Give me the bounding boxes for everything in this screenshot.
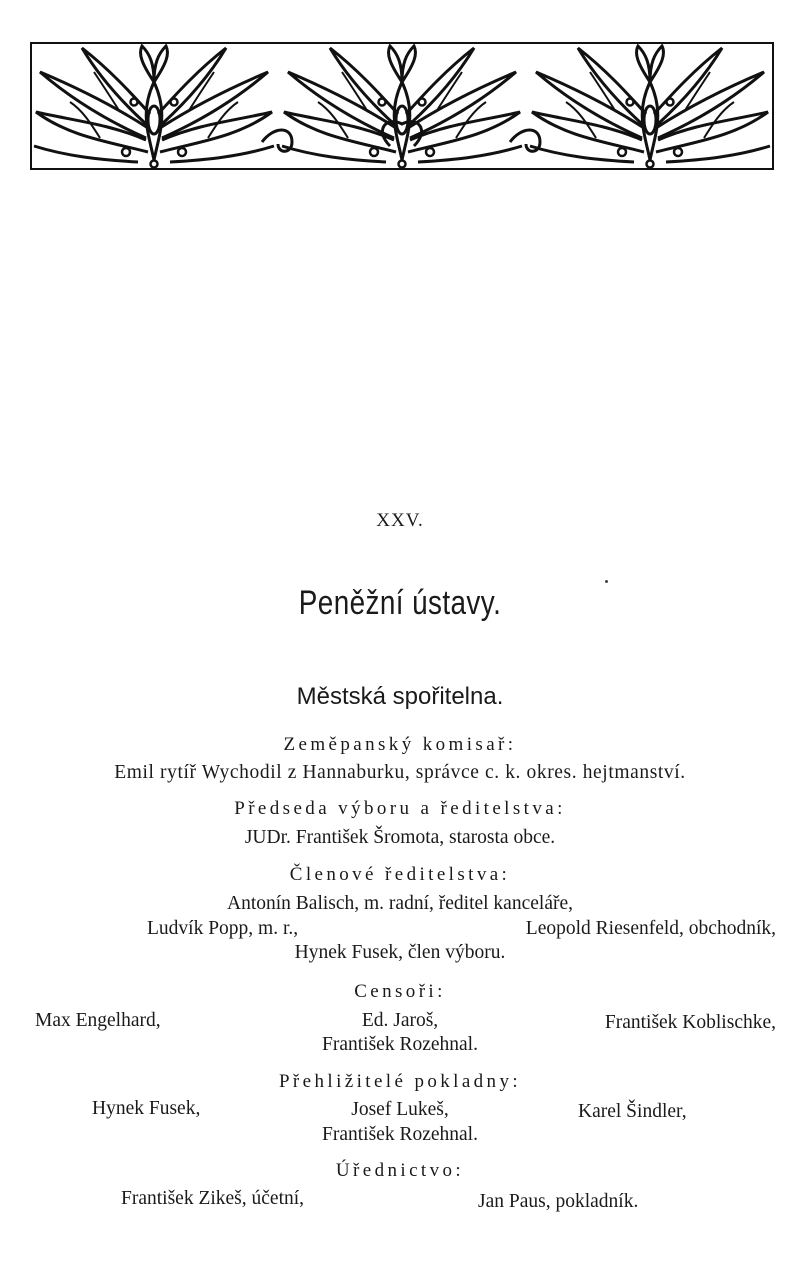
staff-member-2: Jan Paus, pokladník. — [478, 1191, 639, 1212]
auditor-2: Josef Lukeš, — [351, 1099, 449, 1120]
auditors-heading: Přehližitelé pokladny: — [278, 1071, 522, 1092]
directorate-member-1: Antonín Balisch, m. radní, ředitel kanceláře, — [226, 893, 573, 914]
directorate-member-3: Leopold Riesenfeld, obchodník, — [525, 918, 776, 939]
commissioner-heading: Zeměpanský komisař: — [283, 734, 517, 755]
page-title: Peněžní ústavy. — [298, 584, 502, 622]
chapter-number: XXV. — [376, 510, 424, 531]
censor-4: František Rozehnal. — [322, 1034, 478, 1055]
floral-ornament-header — [30, 42, 774, 170]
censors-heading: Censoři: — [354, 981, 446, 1002]
auditor-1: Hynek Fusek, — [92, 1098, 201, 1119]
staff-member-1: František Zikeš, účetní, — [121, 1188, 305, 1209]
directorate-heading: Členové ředitelstva: — [289, 864, 511, 885]
chairman-name: JUDr. František Šromota, starosta obce. — [244, 827, 556, 848]
censor-2: Ed. Jaroš, — [361, 1010, 439, 1031]
chairman-heading: Předseda výboru a ředitelstva: — [234, 798, 566, 819]
staff-heading: Úřednictvo: — [335, 1160, 465, 1181]
directorate-member-4: Hynek Fusek, člen výboru. — [294, 942, 506, 963]
censor-1: Max Engelhard, — [35, 1010, 161, 1031]
auditor-4: František Rozehnal. — [322, 1124, 478, 1145]
print-speck — [605, 580, 608, 583]
section-title: Městská spořitelna. — [296, 683, 504, 710]
censor-3: František Koblischke, — [604, 1012, 776, 1033]
commissioner-name: Emil rytíř Wychodil z Hannaburku, správce c. k. okres. hejtmanství. — [114, 762, 686, 783]
directorate-member-2: Ludvík Popp, m. r., — [147, 918, 299, 939]
auditor-3: Karel Šindler, — [578, 1101, 687, 1122]
